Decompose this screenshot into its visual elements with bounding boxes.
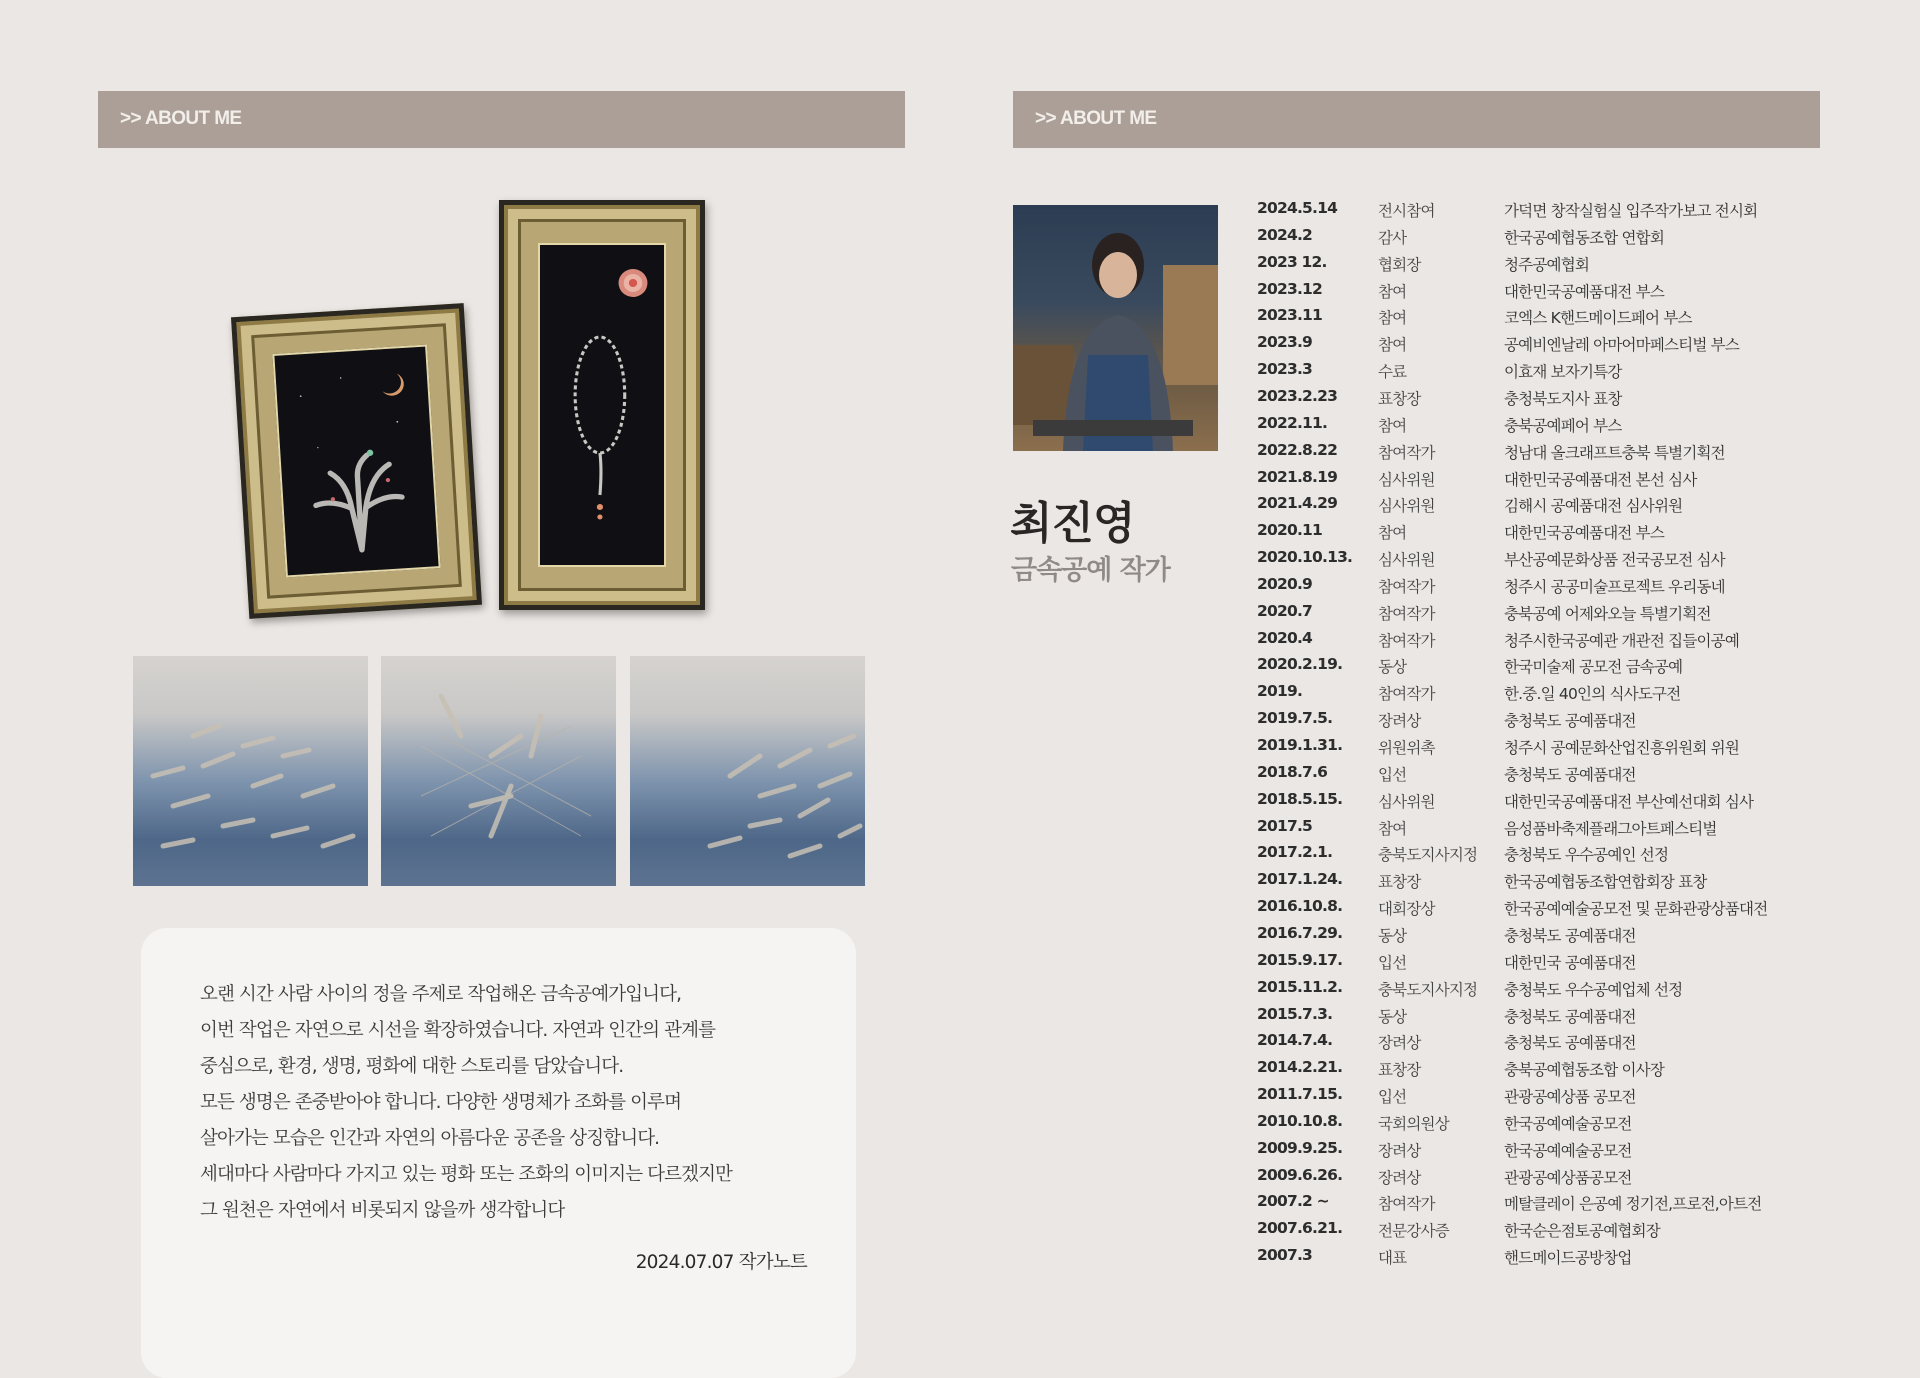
fish-school-image-2 xyxy=(630,656,865,886)
artist-portrait-photo xyxy=(1013,205,1218,451)
history-description: 한국공예예술공모전 xyxy=(1504,1141,1632,1160)
history-role: 전시참여 xyxy=(1378,202,1435,220)
history-date: 2009.9.25. xyxy=(1257,1138,1343,1157)
history-role: 표창장 xyxy=(1378,873,1421,892)
portrait-image xyxy=(1013,205,1218,451)
artist-note-card xyxy=(141,928,856,1378)
history-description: 충북공예 어제와오늘 특별기획전 xyxy=(1504,604,1711,623)
history-role: 장려상 xyxy=(1378,1168,1421,1187)
history-date: 2020.4 xyxy=(1257,628,1313,647)
history-date: 2024.2 xyxy=(1257,225,1313,244)
history-role: 충북도지사지정 xyxy=(1378,846,1478,865)
artwork-photo-1 xyxy=(133,656,368,886)
note-line: 오랜 시간 사람 사이의 정을 주제로 작업해온 금속공예가입니다, xyxy=(200,984,682,1005)
history-date: 2017.5 xyxy=(1257,816,1313,835)
history-description: 청남대 올크래프트충북 특별기획전 xyxy=(1504,443,1725,462)
framed-artwork-necklace xyxy=(499,200,705,610)
history-date: 2007.6.21. xyxy=(1257,1219,1343,1238)
history-role: 수료 xyxy=(1378,363,1407,382)
history-description: 한국공예협동조합 연합회 xyxy=(1504,228,1665,247)
history-role: 장려상 xyxy=(1378,1141,1421,1160)
history-description: 충청북도 공예품대전 xyxy=(1504,1034,1636,1053)
history-role: 동상 xyxy=(1378,926,1407,945)
history-description: 충청북도 공예품대전 xyxy=(1504,926,1636,945)
artist-name: 최진영 xyxy=(1010,498,1135,549)
history-role: 심사위원 xyxy=(1378,497,1435,516)
history-role: 참여 xyxy=(1378,282,1407,301)
history-date: 2015.9.17. xyxy=(1257,950,1343,969)
history-description: 충청북도 공예품대전 xyxy=(1504,712,1636,731)
history-date: 2020.2.19. xyxy=(1257,655,1343,674)
history-date: 2021.8.19 xyxy=(1257,467,1338,486)
history-date: 2021.4.29 xyxy=(1257,494,1338,513)
history-description: 청주시 공예문화산업진흥위원회 위원 xyxy=(1504,739,1740,757)
history-date: 2020.7 xyxy=(1257,601,1313,620)
history-description: 대한민국공예품대전 부스 xyxy=(1504,282,1665,301)
history-description: 충청북도 우수공예업체 선정 xyxy=(1504,980,1683,999)
history-description: 대한민국 공예품대전 xyxy=(1504,953,1636,972)
history-role: 표창장 xyxy=(1378,1061,1421,1080)
history-description: 공예비엔날레 아마어마페스티벌 부스 xyxy=(1504,336,1740,355)
history-role: 참여작가 xyxy=(1378,443,1435,462)
history-role: 참여 xyxy=(1378,336,1407,355)
history-role: 참여작가 xyxy=(1378,604,1435,623)
history-role: 참여작가 xyxy=(1378,1195,1435,1214)
history-role: 대표 xyxy=(1378,1249,1407,1268)
history-date: 2023.9 xyxy=(1257,333,1313,352)
history-date: 2024.5.14 xyxy=(1257,199,1338,217)
history-date: 2022.11. xyxy=(1257,413,1328,432)
history-date: 2019.7.5. xyxy=(1257,709,1333,728)
history-role: 전문강사증 xyxy=(1378,1222,1449,1241)
history-role: 심사위원 xyxy=(1378,470,1435,489)
history-role: 참여 xyxy=(1378,416,1407,435)
history-description: 가덕면 창작실험실 입주작가보고 전시회 xyxy=(1504,202,1758,220)
flower-brooch-icon xyxy=(619,269,648,297)
history-role: 참여작가 xyxy=(1378,577,1435,596)
history-date: 2007.2 ~ xyxy=(1257,1192,1329,1211)
history-description: 한국미술제 공모전 금속공예 xyxy=(1504,658,1683,677)
history-date: 2014.2.21. xyxy=(1257,1058,1343,1077)
artwork-photo-3 xyxy=(630,656,865,886)
history-date: 2023.3 xyxy=(1257,360,1313,379)
history-description: 메탈클레이 은공예 정기전,프로전,아트전 xyxy=(1504,1195,1762,1214)
note-line: 이번 작업은 자연으로 시선을 확장하였습니다. 자연과 인간의 관계를 xyxy=(200,1020,716,1041)
note-line: 모든 생명은 존중받아야 합니다. 다양한 생명체가 조화를 이루며 xyxy=(200,1092,682,1113)
history-description: 이효재 보자기특강 xyxy=(1504,363,1622,382)
history-date: 2015.7.3. xyxy=(1257,1004,1333,1023)
history-role: 참여 xyxy=(1378,819,1407,838)
history-description: 음성품바축제플래그아트페스티벌 xyxy=(1504,819,1717,838)
history-date: 2023.2.23 xyxy=(1257,386,1338,405)
history-date: 2023 12. xyxy=(1257,252,1327,271)
history-date: 2007.3 xyxy=(1257,1246,1313,1265)
history-role: 동상 xyxy=(1378,658,1407,677)
history-date: 2022.8.22 xyxy=(1257,440,1338,459)
tree-artwork-image xyxy=(274,347,438,576)
history-description: 한국공예예술공모전 및 문화관광상품대전 xyxy=(1504,900,1768,919)
history-date: 2020.11 xyxy=(1257,521,1322,540)
history-description: 청주시한국공예관 개관전 집들이공예 xyxy=(1504,631,1740,650)
history-role: 장려상 xyxy=(1378,712,1421,731)
history-date: 2014.7.4. xyxy=(1257,1031,1333,1050)
history-description: 충북공예페어 부스 xyxy=(1504,416,1622,435)
necklace-artwork-image xyxy=(540,245,664,565)
history-date: 2016.10.8. xyxy=(1257,897,1343,916)
history-role: 장려상 xyxy=(1378,1034,1421,1053)
history-role: 동상 xyxy=(1378,1007,1407,1026)
history-date: 2019. xyxy=(1257,682,1303,701)
artist-title: 금속공예 작가 xyxy=(1011,555,1170,586)
history-description: 청주공예협회 xyxy=(1504,255,1590,274)
history-date: 2017.1.24. xyxy=(1257,870,1343,889)
history-description: 코엑스 K핸드메이드페어 부스 xyxy=(1504,309,1692,328)
history-role: 입선 xyxy=(1378,765,1407,784)
history-role: 입선 xyxy=(1378,1088,1407,1107)
history-date: 2023.11 xyxy=(1257,306,1322,325)
note-signature-date: 2024.07.07 작가노트 xyxy=(635,1252,807,1273)
history-description: 충청북도 우수공예인 선정 xyxy=(1504,846,1669,865)
about-me-header-left: >> ABOUT ME xyxy=(98,91,905,148)
history-role: 협회장 xyxy=(1378,255,1421,274)
about-me-header-right: >> ABOUT ME xyxy=(1013,91,1820,148)
history-role: 대회장상 xyxy=(1378,900,1435,919)
history-role: 위원위촉 xyxy=(1378,739,1435,757)
history-date: 2019.1.31. xyxy=(1257,736,1343,754)
history-date: 2015.11.2. xyxy=(1257,977,1343,996)
history-description: 충청북도 공예품대전 xyxy=(1504,765,1636,784)
history-role: 입선 xyxy=(1378,953,1407,972)
history-description: 대한민국공예품대전 부산예선대회 심사 xyxy=(1504,792,1754,811)
history-date: 2018.5.15. xyxy=(1257,789,1343,808)
history-role: 참여 xyxy=(1378,524,1407,543)
history-date: 2017.2.1. xyxy=(1257,843,1333,862)
history-role: 심사위원 xyxy=(1378,551,1435,570)
history-date: 2010.10.8. xyxy=(1257,1111,1343,1130)
history-date: 2023.12 xyxy=(1257,279,1322,298)
artwork-photo-2 xyxy=(381,656,616,886)
moon-icon xyxy=(381,373,404,396)
fish-school-image-1 xyxy=(133,656,368,886)
history-description: 청주시 공공미술프로젝트 우리동네 xyxy=(1504,577,1725,596)
history-description: 관광공예상품 공모전 xyxy=(1504,1088,1636,1107)
history-description: 한국공예협동조합연합회장 표창 xyxy=(1504,873,1707,892)
fish-net-image xyxy=(381,656,616,886)
history-role: 참여작가 xyxy=(1378,685,1435,704)
history-role: 참여작가 xyxy=(1378,631,1435,650)
history-role: 심사위원 xyxy=(1378,792,1435,811)
history-description: 한국공예예술공모전 xyxy=(1504,1114,1632,1133)
history-role: 감사 xyxy=(1378,228,1407,247)
history-description: 충청북도 공예품대전 xyxy=(1504,1007,1636,1026)
history-date: 2009.6.26. xyxy=(1257,1165,1343,1184)
history-description: 핸드메이드공방창업 xyxy=(1504,1249,1632,1268)
note-line: 살아가는 모습은 인간과 자연의 아름다운 공존을 상징합니다. xyxy=(200,1128,660,1149)
note-line: 세대마다 사람마다 가지고 있는 평화 또는 조화의 이미지는 다르겠지만 xyxy=(200,1164,733,1185)
history-description: 김해시 공예품대전 심사위원 xyxy=(1504,497,1683,516)
history-description: 대한민국공예품대전 부스 xyxy=(1504,524,1665,543)
note-line: 그 원천은 자연에서 비롯되지 않을까 생각합니다 xyxy=(200,1200,565,1221)
history-role: 국회의원상 xyxy=(1378,1114,1449,1133)
history-description: 한.중.일 40인의 식사도구전 xyxy=(1504,685,1681,704)
history-date: 2016.7.29. xyxy=(1257,923,1343,942)
history-date: 2020.10.13. xyxy=(1257,548,1353,567)
history-date: 2020.9 xyxy=(1257,574,1313,593)
framed-artwork-tree xyxy=(231,303,482,619)
history-description: 충북공예협동조합 이사장 xyxy=(1504,1061,1665,1080)
history-role: 충북도지사지정 xyxy=(1378,980,1478,999)
history-role: 참여 xyxy=(1378,309,1407,328)
history-description: 충청북도지사 표창 xyxy=(1504,389,1622,408)
history-date: 2011.7.15. xyxy=(1257,1085,1343,1104)
history-date: 2018.7.6 xyxy=(1257,762,1328,781)
history-role: 표창장 xyxy=(1378,389,1421,408)
note-line: 중심으로, 환경, 생명, 평화에 대한 스토리를 담았습니다. xyxy=(200,1056,624,1077)
history-description: 대한민국공예품대전 본선 심사 xyxy=(1504,470,1697,489)
history-description: 부산공예문화상품 전국공모전 심사 xyxy=(1504,551,1725,570)
history-description: 관광공예상품공모전 xyxy=(1504,1168,1632,1187)
history-description: 한국순은점토공예협회장 xyxy=(1504,1222,1660,1241)
